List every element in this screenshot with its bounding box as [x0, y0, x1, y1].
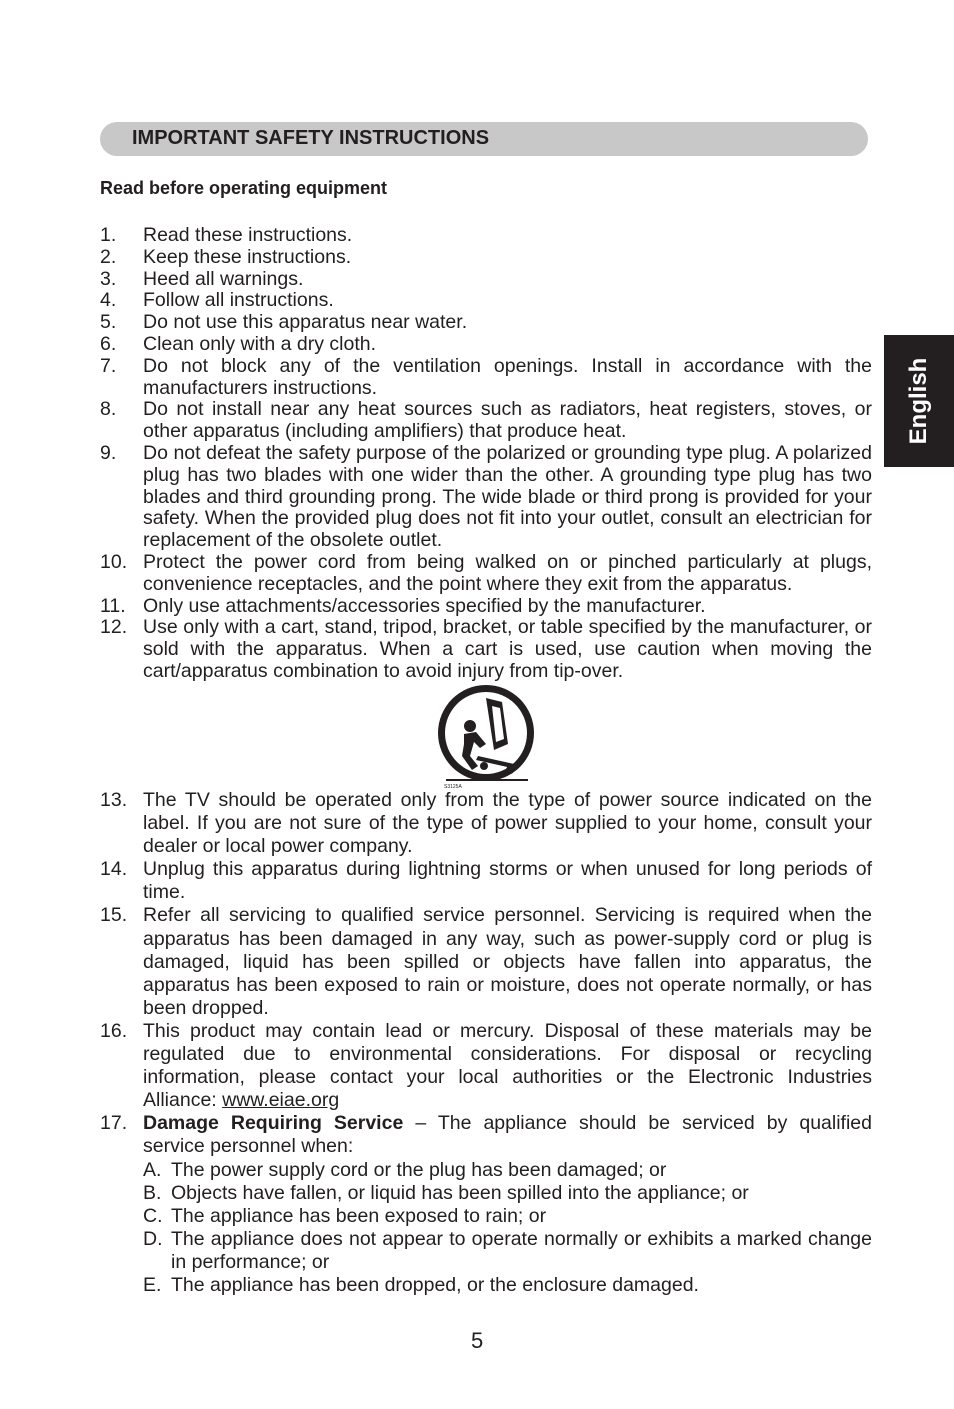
- sub-item-letter: D.: [143, 1227, 163, 1250]
- list-item: [100, 789, 872, 858]
- list-item: [100, 312, 872, 334]
- item-text: Keep these instructions.: [143, 245, 352, 268]
- list-item: [100, 552, 872, 596]
- list-item: [100, 290, 872, 312]
- page-number: 5: [471, 1328, 484, 1353]
- list-item: [100, 356, 872, 400]
- item-text: Refer all servicing to qualified service personnel. Servicing is required when the apparatus has been damaged in any way, such as power-supply cord or plug is damaged, liquid has been spilled or objects have fallen into apparatus, the apparatus has been exposed to rain or moisture, does not operate normally, or has been dropped.: [143, 904, 872, 1019]
- item-number: 6.: [100, 332, 117, 355]
- list-item: [100, 225, 872, 247]
- section-header-bar: [100, 122, 868, 156]
- sub-item-text: The appliance does not appear to operate normally or exhibits a marked change in performance; or: [171, 1227, 872, 1273]
- cart-tip-over-warning-icon: [434, 684, 538, 790]
- item-number: 5.: [100, 311, 117, 334]
- list-item: [100, 247, 872, 269]
- section-title: IMPORTANT SAFETY INSTRUCTIONS: [132, 127, 490, 149]
- item-text: Do not use this apparatus near water.: [143, 311, 468, 334]
- item-text: – The appliance should be serviced by qualified service personnel when:: [143, 1112, 873, 1158]
- sub-list-item: [143, 1205, 872, 1228]
- item-text: Do not install near any heat sources such as radiators, heat registers, stoves, or other apparatus (including amplifiers) that produce heat.: [143, 398, 872, 443]
- language-tab: [884, 335, 954, 467]
- list-item: [100, 904, 872, 1019]
- list-item: [100, 399, 872, 443]
- item-bold-lead: Damage Requiring Service: [143, 1112, 404, 1135]
- list-item: [100, 858, 872, 904]
- item-number: 2.: [100, 245, 117, 268]
- list-item: [100, 596, 872, 618]
- item-number: 8.: [100, 398, 117, 421]
- item-text: Only use attachments/accessories specified by the manufacturer.: [143, 594, 706, 617]
- item-text: Follow all instructions.: [143, 289, 334, 312]
- list-item: [100, 443, 872, 552]
- sub-item-text: The power supply cord or the plug has been damaged; or: [171, 1158, 667, 1181]
- item-text: The TV should be operated only from the type of power source indicated on the label. If you are not sure of the type of power supplied to your home, consult your dealer or local power company.: [143, 789, 872, 858]
- item-number: 7.: [100, 354, 117, 377]
- sub-item-text: The appliance has been exposed to rain; or: [171, 1204, 547, 1227]
- subheading: Read before operating equipment: [100, 178, 388, 198]
- language-tab-label: English: [905, 357, 932, 445]
- item-number: 15.: [100, 904, 128, 927]
- instructions-list-part1: [100, 225, 872, 683]
- list-item: [100, 269, 872, 291]
- item-number: 3.: [100, 267, 117, 290]
- sub-item-letter: B.: [143, 1181, 162, 1204]
- sub-item-letter: C.: [143, 1204, 163, 1227]
- item-text: Use only with a cart, stand, tripod, bracket, or table specified by the manufacturer, or sold with the apparatus. When a cart is used, use caution when moving the cart/apparatus combination to avoid injury from tip-over.: [143, 616, 872, 682]
- item-number: 10.: [100, 550, 128, 573]
- instructions-list-part2: [100, 789, 872, 1297]
- item-number: 1.: [100, 224, 117, 246]
- item-text: Do not defeat the safety purpose of the polarized or grounding type plug. A polarized plug has two blades with one wider than the other. A grounding type plug has two blades and third grounding prong. The wide blade or third prong is provided for your safety. When the provided plug does not fit into your outlet, consult an electrician for replacement of the obsolete outlet.: [143, 441, 872, 552]
- sub-item-letter: E.: [143, 1273, 162, 1296]
- item-number: 12.: [100, 616, 128, 639]
- sub-list-item: [143, 1228, 872, 1274]
- sub-list-item: [143, 1274, 872, 1297]
- item-text: This product may contain lead or mercury. Disposal of these materials may be regulated due to environmental considerations. For disposal or recycling information, please contact your local authorities or the Electronic Industries Alliance:: [143, 1019, 872, 1112]
- item-number: 13.: [100, 789, 128, 811]
- item-text: Unplug this apparatus during lightning storms or when unused for long periods of time.: [143, 858, 872, 904]
- sub-item-text: The appliance has been dropped, or the enclosure damaged.: [171, 1273, 699, 1296]
- item-text: Protect the power cord from being walked on or pinched particularly at plugs, convenience receptacles, and the point where they exit from the apparatus.: [143, 550, 872, 595]
- list-item: [100, 617, 872, 682]
- item-text: Heed all warnings.: [143, 267, 304, 290]
- sub-item-text: Objects have fallen, or liquid has been spilled into the appliance; or: [171, 1181, 749, 1204]
- item-text: Clean only with a dry cloth.: [143, 332, 377, 355]
- item-number: 16.: [100, 1019, 128, 1042]
- list-item: [100, 1020, 872, 1112]
- item-number: 17.: [100, 1112, 128, 1135]
- item-number: 14.: [100, 858, 128, 881]
- eiae-website-link[interactable]: www.eiae.org: [222, 1089, 340, 1112]
- item-number: 9.: [100, 441, 117, 464]
- sub-item-letter: A.: [143, 1158, 162, 1181]
- item-number: 11.: [100, 594, 126, 617]
- cart-icon-code: S3125A: [444, 784, 462, 790]
- item-text: Do not block any of the ventilation openings. Install in accordance with the manufacturers instructions.: [143, 354, 872, 399]
- list-item: [100, 1112, 872, 1297]
- item-text: Read these instructions.: [143, 224, 353, 246]
- sub-list-item: [143, 1159, 872, 1182]
- item-number: 4.: [100, 289, 117, 312]
- list-item: [100, 334, 872, 356]
- sub-list-item: [143, 1182, 872, 1205]
